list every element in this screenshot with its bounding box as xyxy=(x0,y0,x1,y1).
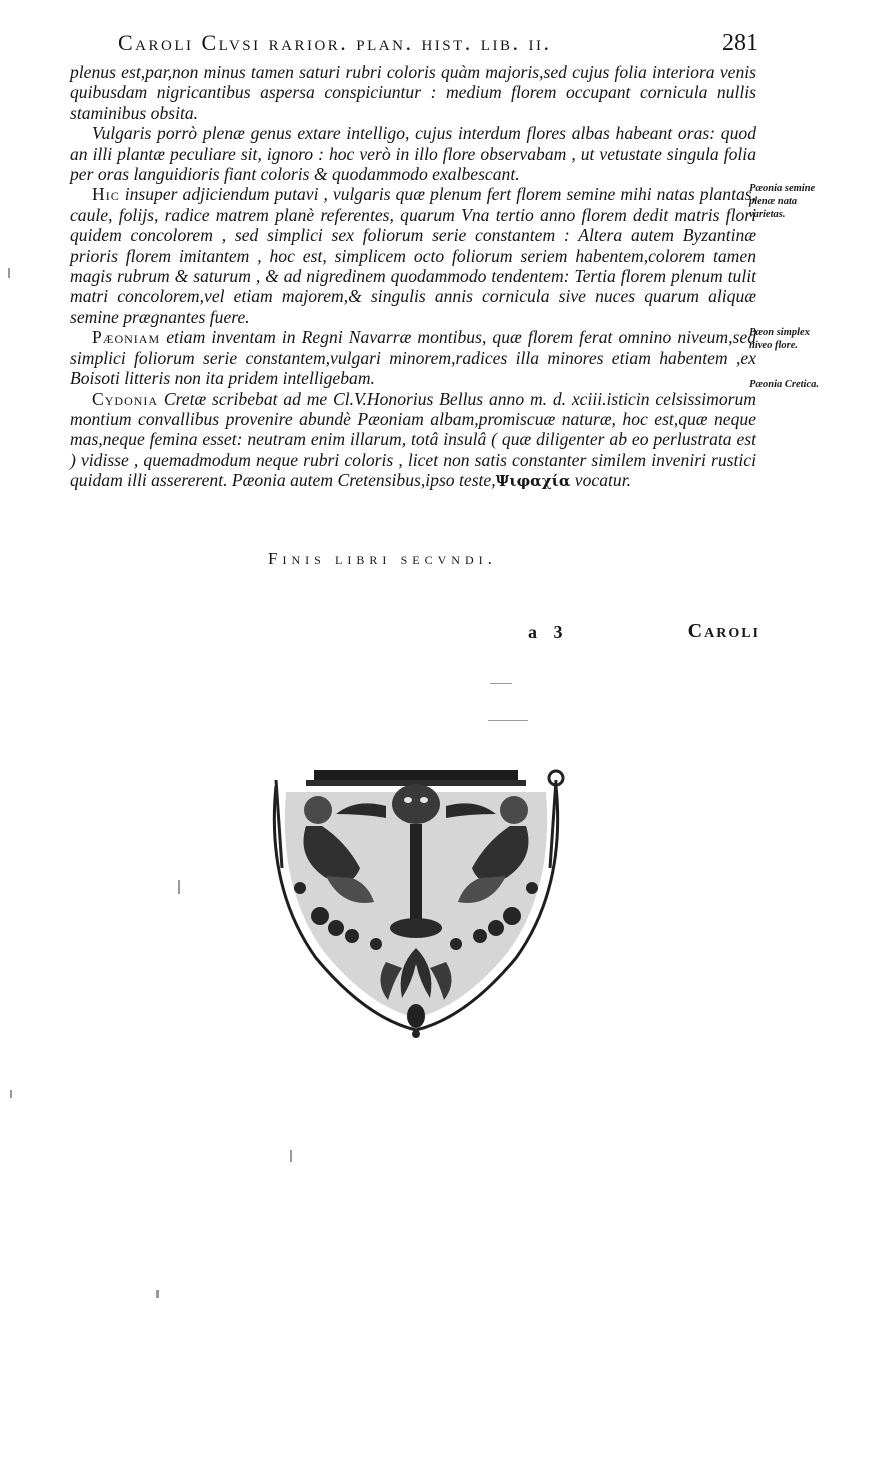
paragraph-2: Vulgaris porrò plenæ genus extare intelligo, cujus interdum flores albas habeant oras: quod an illi plantæ peculiare sit, ignoro : hoc verò in illo flore observabam , ut vetustate singula folia per oras languidioris fiant coloris & quodammodo exalbescant. xyxy=(70,123,756,185)
paper-speck xyxy=(156,1290,159,1298)
margin-note-paeon-simplex: Pæon simplex niveo flore. xyxy=(749,327,810,351)
catchword: Caroli xyxy=(687,620,760,642)
margin-note-paeonia-cretica: Pæonia Cretica. xyxy=(749,379,819,390)
greek-word: Ψιφαχία xyxy=(495,472,571,491)
running-head-title: Caroli Clvsi rarior. plan. hist. lib. ii. xyxy=(118,30,552,55)
paper-speck xyxy=(10,1090,12,1098)
paper-speck xyxy=(8,268,10,278)
paragraph-lead: Hic xyxy=(92,184,120,205)
running-head xyxy=(118,30,758,58)
paragraph-lead: Pæoniam xyxy=(92,327,161,348)
paragraph-5: Cydonia Cretæ scribebat ad me Cl.V.Honorius Bellus anno m. d. xciii.isticin celsissimorum montium convallibus provenire abundè Pæoniam albam,promiscuæ naturæ, hoc est,quæ neque mas,neque femina esset: neutram enim illarum, totâ insulâ ( quæ diligenter ab eo perlustrata est ) vidisse , quemadmodum neque rubri coloris , licet non satis constanter similem inveniri rustici quidam illi assererent. Pæonia autem Cretensibus,ipso teste,Ψιφαχία vocatur. xyxy=(70,388,756,491)
paragraph-lead: Cydonia xyxy=(92,388,159,409)
main-text xyxy=(70,62,756,492)
paragraph-4: Pæoniam etiam inventam in Regni Navarræ montibus, quæ florem ferat omnino niveum,sed simplici foliorum serie constantem,vulgari minorem,radices illa minores etiam habentem ,ex Boisoti litteris non ita pridem intelligebam. xyxy=(70,327,756,389)
page-number: 281 xyxy=(722,30,758,56)
paper-speck xyxy=(178,880,180,894)
paper-speck xyxy=(290,1150,292,1162)
paragraph-1: plenus est,par,non minus tamen saturi rubri coloris quàm majoris,sed cujus folia interiora venis quibusdam nigricantibus aspersa conspiciuntur : medium florem occupant cornicula nullis staminibus obsita. xyxy=(70,62,756,123)
margin-note-paeonia-semine: Pæonia semine plenæ nata varietas. xyxy=(749,183,816,220)
paper-speck xyxy=(490,683,512,684)
paragraph-3: Hic insuper adjiciendum putavi , vulgaris quæ plenum fert florem semine mihi natas plantas, caule, folijs, radice matrem planè referentes, quarum Vna tertio anno florem dedit matris flori quidem concolorem , sed simplici sex foliorum serie constantem : Altera autem Byzantinæ prioris florem imitantem , hoc est, simplicem octo foliorum seriem habentem,colorem tamen magis rubrum & saturum , & ad nigredinem quodammodo tendentem: Tertia florem plenum tulit matri concolorem,vel etiam majorem,& singulis annis cornicula sive nuces quarum aliquæ semine prægnantes fuere. xyxy=(70,184,756,327)
cherub-headpiece-woodcut-icon xyxy=(256,768,576,1040)
paper-speck xyxy=(488,720,528,721)
signature-mark: a 3 xyxy=(528,622,569,642)
finis-line: Finis libri secvndi. xyxy=(268,549,497,568)
